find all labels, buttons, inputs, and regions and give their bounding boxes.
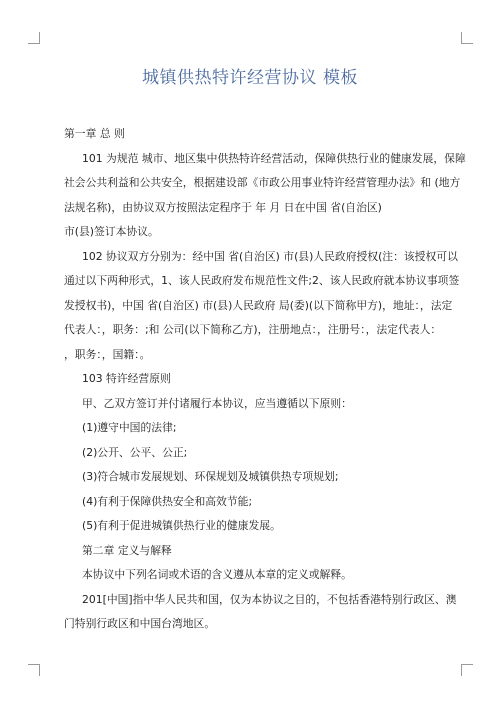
article-101-line: 社会公共利益和公共安全，根据建设部《市政公用事业特许经营管理办法》和 (地方 bbox=[64, 176, 461, 189]
principle-item: (1)遵守中国的法律; bbox=[82, 421, 177, 434]
principles-list bbox=[64, 416, 448, 539]
chapter-2-intro: 本协议中下列名词或术语的含义遵从本章的定义或解释。 bbox=[82, 568, 352, 581]
article-101 bbox=[64, 147, 466, 221]
principle-item: (3)符合城市发展规划、环保规划及城镇供热专项规划; bbox=[82, 470, 339, 483]
principle-item: (5)有利于促进城镇供热行业的健康发展。 bbox=[82, 519, 281, 532]
principle-item: (4)有利于保障供热安全和高效节能; bbox=[82, 494, 253, 508]
article-102-line: ，职务：，国籍：。 bbox=[64, 347, 151, 361]
article-102-line: 通过以下两种形式，1、该人民政府发布规范性文件;2、该人民政府就本协议事项签 bbox=[64, 274, 460, 287]
article-101-continuation: 市(县)签订本协议。 bbox=[64, 225, 159, 238]
article-201-line: 201[中国]指中华人民共和国，仅为本协议之目的，不包括香港特别行政区、澳 bbox=[82, 592, 457, 606]
article-201-line: 门特别行政区和中国台湾地区。 bbox=[64, 617, 216, 630]
article-102-line: 发授权书)，中国 省(自治区) 市(县)人民政府 局(委)(以下简称甲方)，地址：，法定 bbox=[64, 298, 453, 312]
article-103-intro: 甲、乙双方签订并付诸履行本协议，应当遵循以下原则： bbox=[82, 396, 352, 410]
article-102-line: 102 协议双方分别为：经中国 省(自治区) 市(县)人民政府授权(注：该授权可以 bbox=[82, 249, 458, 263]
article-102 bbox=[64, 245, 460, 368]
article-102-line: 代表人：，职务：;和 公司(以下简称乙方)，注册地点：，注册号：，法定代表人： bbox=[64, 323, 442, 336]
crop-mark-bottom-right bbox=[461, 664, 473, 676]
document-title: 城镇供热特许经营协议 模板 bbox=[142, 68, 358, 88]
principle-item: (2)公开、公平、公正; bbox=[82, 445, 188, 459]
article-101-line: 101 为规范 城市、地区集中供热特许经营活动，保障供热行业的健康发展，保障 bbox=[82, 151, 466, 165]
chapter-2-heading: 第二章 定义与解释 bbox=[82, 543, 172, 557]
article-103-heading: 103 特许经营原则 bbox=[82, 372, 171, 385]
crop-mark-top-right bbox=[461, 32, 473, 44]
crop-mark-top-left bbox=[28, 32, 40, 44]
article-101-line: 法规名称)，由协议双方按照法定程序于 年 月 日在中国 省(自治区) bbox=[64, 200, 382, 214]
crop-mark-bottom-left bbox=[28, 664, 40, 676]
article-201 bbox=[64, 588, 457, 637]
chapter-1-heading: 第一章 总 则 bbox=[64, 127, 125, 140]
document-body bbox=[64, 122, 466, 637]
